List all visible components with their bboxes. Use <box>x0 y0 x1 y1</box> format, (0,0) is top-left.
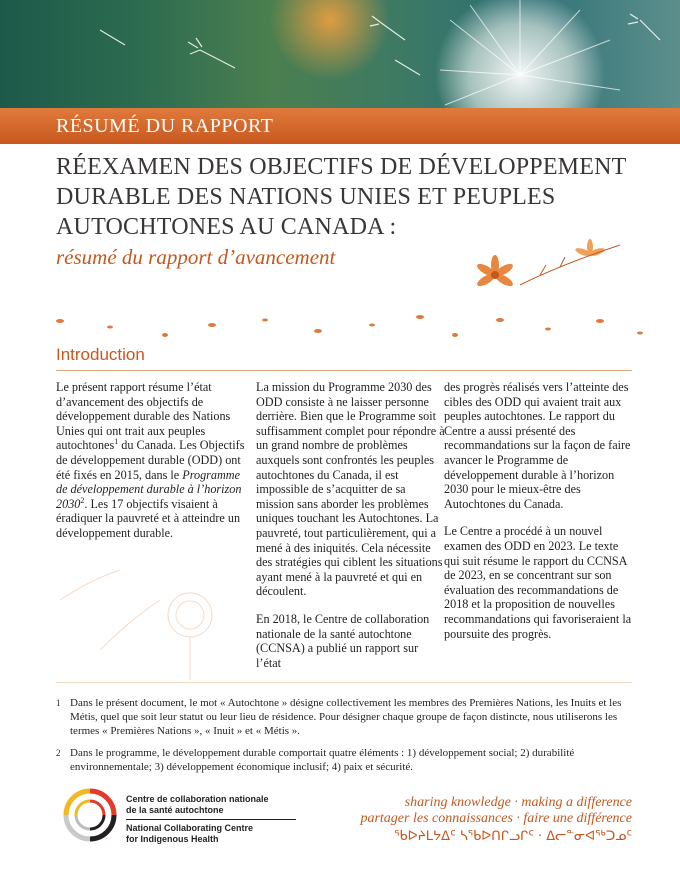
title-line-1: RÉEXAMEN DES OBJECTIFS DE DÉVELOPPEMENT <box>56 154 627 180</box>
tagline-inuktitut: ᖃᐅᔨᒪᔭᐃᑦ ᓴᖃᐅᑎᒋᓗᒋᑦ · ᐃᓕᓐᓂᐊᖅᑐᓄᑦ <box>394 829 632 844</box>
paragraph: Le Centre a procédé à un nouvel examen des ODD en 2023. Le texte qui suit résume le rapport du CCNSA de 2023, en se concentrant sur son évaluation des recommandations de 2018 et la proposition de nouvelles recommandations qui favoriseraient la poursuite des progrès. <box>444 524 632 641</box>
section-divider <box>56 370 632 371</box>
org-name-en-line: for Indigenous Health <box>126 833 219 844</box>
org-name-fr-line: Centre de collaboration nationale <box>126 794 269 804</box>
ribbon-label: RÉSUMÉ DU RAPPORT <box>56 115 274 137</box>
text-column-1 <box>56 380 246 554</box>
footnote-divider <box>56 682 632 683</box>
paragraph: En 2018, le Centre de collaboration nationale de la santé autochtone (CCNSA) a publié un rapport sur l’état <box>256 611 430 670</box>
report-summary-ribbon <box>0 108 680 144</box>
flower-icon <box>475 255 514 288</box>
footnote-number: 2 <box>56 748 61 758</box>
paragraph: La mission du Programme 2030 des ODD consiste à ne laisser personne derrière. Bien que le Programme soit suffisamment complet pour répondre à un grand nombre de problèmes auxquels sont confrontés les peuples autochtones du Canada, il est impossible de s’acquitter de sa mission sans aborder les problèmes uniques touchant les Autochtones. La pauvreté, tout particulièrement, qui a mené à des iniquités. Cela nécessite des stratégies qui ciblent les situations ayant mené à la pauvreté et qui en découlent. <box>256 380 445 599</box>
paragraph <box>56 380 246 541</box>
footnote-reference: 1 <box>114 437 119 447</box>
footnote-number: 1 <box>56 698 61 708</box>
tagline-french: partager les connaissances · faire une différence <box>360 811 632 826</box>
footnote-text: Dans le programme, le développement durable comportait quatre éléments : 1) développement social; 2) durabilité environnementale; 3) développement économique inclusif; 4) paix et sécurité. <box>70 747 575 773</box>
footnote <box>56 746 626 774</box>
text-column-3 <box>444 380 634 654</box>
footnote <box>56 696 626 738</box>
footnote-reference: 2 <box>80 495 85 505</box>
paragraph-text: . Les 17 objectifs visaient à éradiquer la pauvreté et à atteindre un développement durable. <box>56 496 241 540</box>
nccih-logo <box>60 785 120 845</box>
paragraph-text: du Canada. Les Objectifs de développement durable (ODD) ont été fixés en 2015, dans le <box>56 438 245 482</box>
org-name-fr-line: de la santé autochtone <box>126 804 224 815</box>
title-line-3: AUTOCHTONES AU CANADA : <box>56 214 397 240</box>
section-heading-introduction: Introduction <box>56 345 145 364</box>
decorative-seeds-illustration <box>0 225 680 345</box>
org-name-en-line: National Collaborating Centre <box>126 823 254 833</box>
document-subtitle: résumé du rapport d’avancement <box>56 245 336 269</box>
title-line-2: DURABLE DES NATIONS UNIES ET PEUPLES <box>56 184 556 210</box>
paragraph-text: Le présent rapport résume l’état d’avancement des objectifs de développement durable des Nations Unies qui ont trait aux peuples autochtones <box>56 380 231 453</box>
organization-name <box>126 794 296 844</box>
tagline-english: sharing knowledge · making a difference <box>404 795 632 810</box>
text-column-2 <box>256 380 446 683</box>
header-photo-dandelion <box>0 0 680 108</box>
org-name-divider <box>126 819 296 820</box>
paragraph: des progrès réalisés vers l’atteinte des cibles des ODD qui avaient trait aux peuples autochtones. Le rapport du Centre a aussi présenté des recommandations sur la façon de faire avancer le Programme de développement durable à l’horizon 2030 pour le mieux-être des Autochtones du Canada. <box>444 380 631 511</box>
italic-title: Programme de développement durable à l’horizon 2030 <box>56 467 242 511</box>
background-dandelion-illustration <box>40 540 240 680</box>
footnotes <box>56 696 626 782</box>
footnote-text: Dans le présent document, le mot « Autochtone » désigne collectivement les membres des Premières Nations, les Inuits et les Métis, quel que soit leur statut ou leur lieu de résidence. Pour désigner chaque groupe de façon distincte, nous utiliserons les termes « Premières Nations », « Inuit » et « Métis ». <box>70 697 622 737</box>
